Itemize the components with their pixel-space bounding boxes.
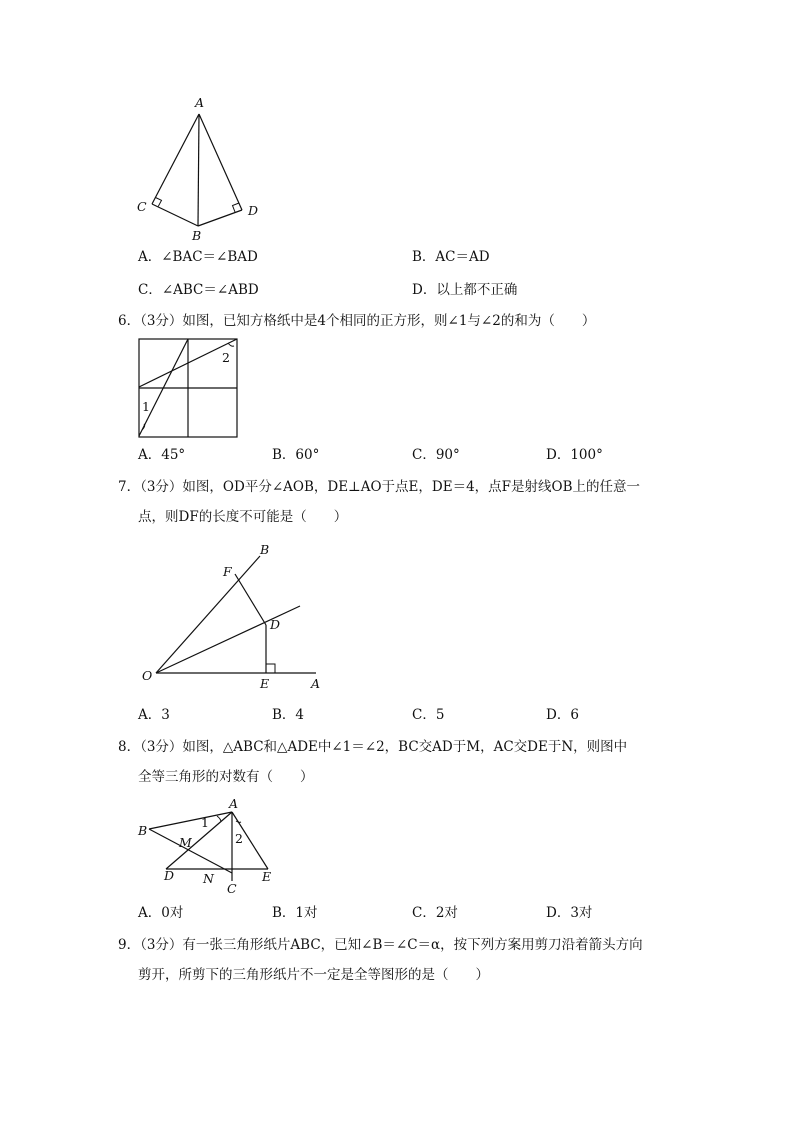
q6-angle-1-label: 1 [142, 399, 150, 414]
q8-option-b[interactable]: B．1对 [272, 905, 318, 921]
q8-stem-line-1: 8．（3分）如图，△ABC和△ADE中∠1＝∠2，BC交AD于M，AC交DE于N，则图中 [118, 739, 628, 755]
q7-figure [138, 540, 338, 695]
q8-angle-2-label: 2 [235, 831, 243, 846]
q8-label-d: D [164, 868, 175, 883]
q6-grid-figure [138, 338, 240, 440]
q7-label-d: D [270, 617, 281, 632]
q7-label-b: B [260, 542, 270, 557]
q7-label-f: F [223, 564, 232, 579]
q6-option-c[interactable]: C．90° [412, 447, 460, 463]
q8-figure [135, 795, 285, 900]
q7-option-a[interactable]: A．3 [138, 707, 170, 723]
q8-label-b: B [138, 823, 148, 838]
q7-stem-line-1: 7．（3分）如图，OD平分∠AOB，DE⊥AO于点E，DE＝4，点F是射线OB上的任意一 [118, 479, 641, 495]
q6-option-d[interactable]: D．100° [546, 447, 603, 463]
q8-label-a: A [229, 796, 239, 811]
q9-stem-line-1: 9．（3分）有一张三角形纸片ABC，已知∠B＝∠C＝α，按下列方案用剪刀沿着箭头方向 [118, 937, 643, 953]
q8-angle-1-label: 1 [201, 815, 209, 830]
q5-label-c: C [137, 199, 147, 214]
q8-option-d[interactable]: D．3对 [546, 905, 593, 921]
q5-kite-lines [152, 114, 242, 226]
q7-label-e: E [260, 676, 270, 691]
q7-option-c[interactable]: C．5 [412, 707, 445, 723]
q5-figure [130, 92, 270, 247]
q7-option-b[interactable]: B．4 [272, 707, 305, 723]
q7-option-d[interactable]: D．6 [546, 707, 579, 723]
q8-label-e: E [262, 869, 272, 884]
q8-label-m: M [179, 835, 192, 850]
q7-stem-line-2: 点，则DF的长度不可能是（ ） [138, 509, 348, 525]
q8-label-c: C [227, 881, 237, 896]
q8-stem-line-2: 全等三角形的对数有（ ） [138, 769, 314, 785]
q6-stem: 6．（3分）如图，已知方格纸中是4个相同的正方形，则∠1与∠2的和为（ ） [118, 313, 596, 329]
q5-option-c[interactable]: C．∠ABC＝∠ABD [138, 282, 259, 298]
q8-label-n: N [203, 871, 214, 886]
q5-label-a: A [195, 95, 205, 110]
q6-option-a[interactable]: A．45° [138, 447, 186, 463]
q6-option-b[interactable]: B．60° [272, 447, 320, 463]
q8-option-c[interactable]: C．2对 [412, 905, 458, 921]
q5-option-b[interactable]: B．AC＝AD [412, 249, 490, 265]
q5-label-b: B [192, 228, 202, 243]
q9-stem-line-2: 剪开，所剪下的三角形纸片不一定是全等图形的是（ ） [138, 967, 489, 983]
q5-label-d: D [248, 203, 259, 218]
q7-label-o: O [142, 668, 153, 683]
q6-angle-2-label: 2 [222, 350, 230, 365]
q5-option-a[interactable]: A．∠BAC＝∠BAD [138, 249, 258, 265]
q7-label-a: A [311, 676, 321, 691]
q8-option-a[interactable]: A．0对 [138, 905, 184, 921]
q5-option-d[interactable]: D．以上都不正确 [412, 282, 518, 298]
